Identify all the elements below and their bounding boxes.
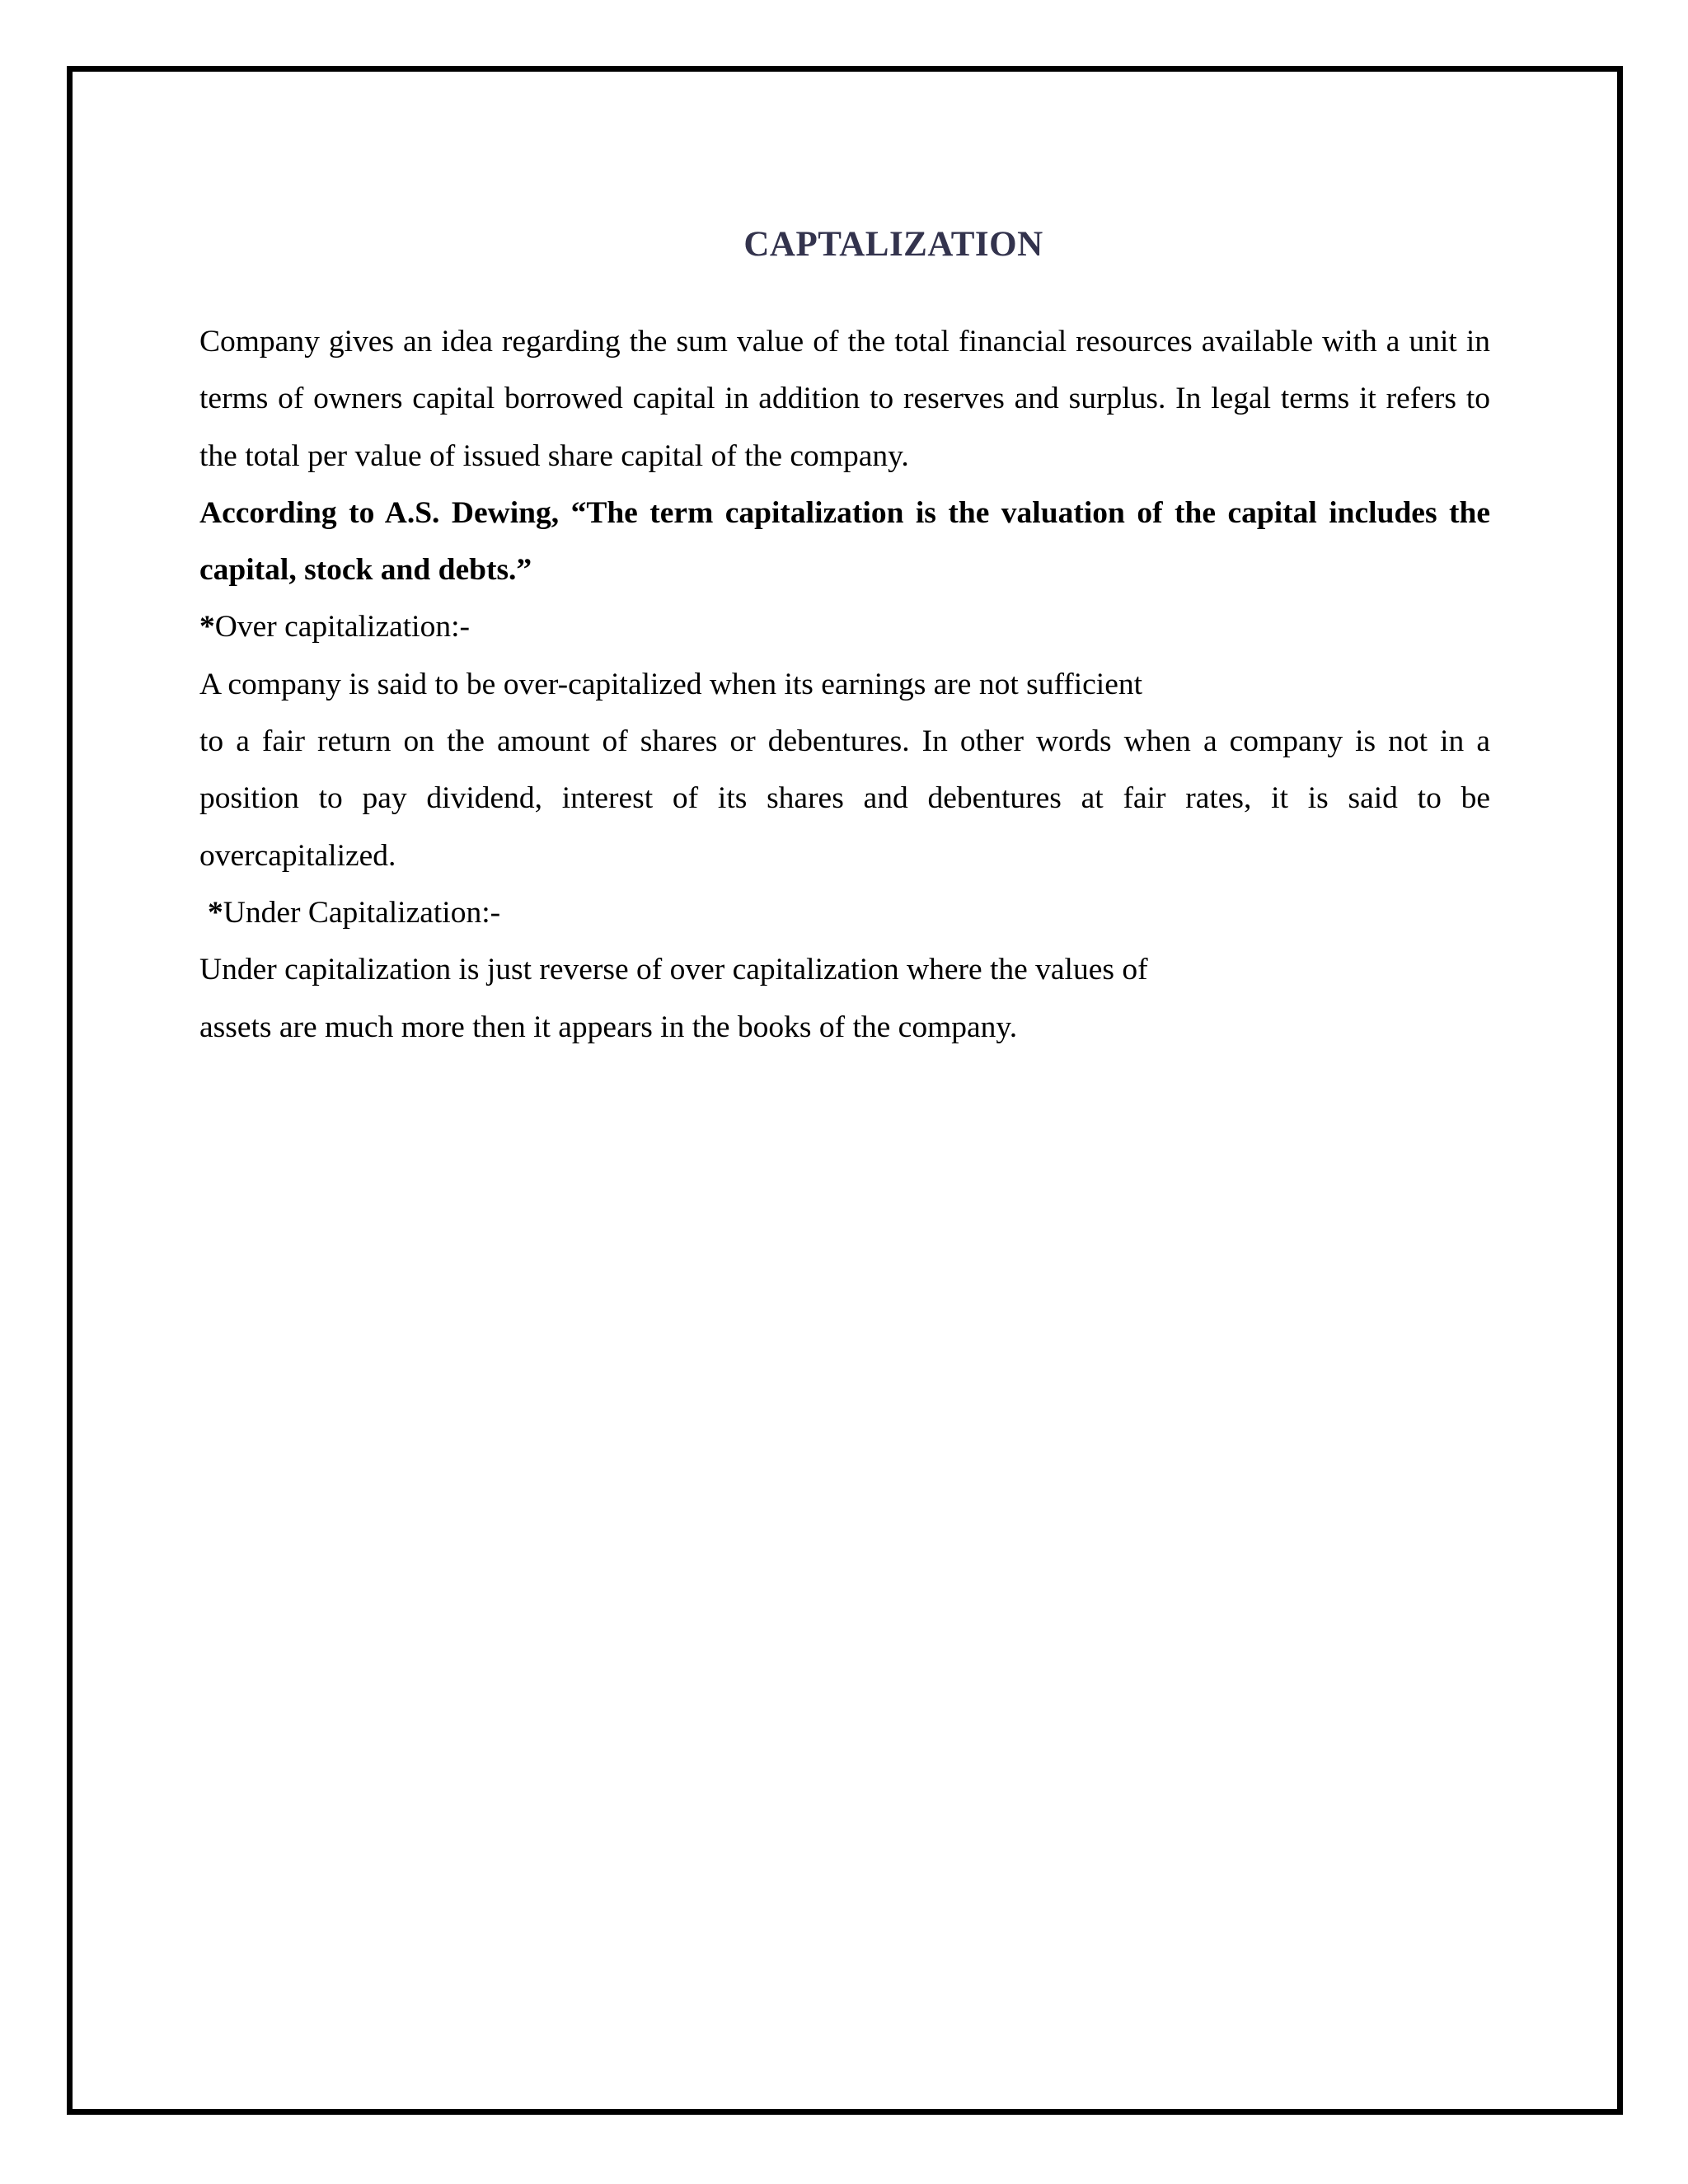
under-capitalization-heading-text: Under Capitalization:- bbox=[223, 895, 501, 930]
under-capitalization-line-2: assets are much more then it appears in the books of the company. bbox=[199, 1010, 1018, 1044]
page-title: CAPTALIZATION bbox=[743, 224, 1043, 264]
intro-paragraph: Company gives an idea regarding the sum value of the total financial resources available with a unit in terms of owners capital borrowed capital in addition to reserves and surplus. In legal terms it refers to the total per value of issued share capital of the company. bbox=[199, 325, 1490, 473]
over-capitalization-heading bbox=[199, 598, 1490, 655]
under-capitalization-marker: * bbox=[208, 895, 223, 930]
over-capitalization-paragraph: to a fair return on the amount of shares or debentures. In other words when a company is not in a position to pay dividend, interest of its shares and debentures at fair rates, it is said to be overcapitalized. bbox=[199, 724, 1490, 873]
over-capitalization-heading-text: Over capitalization:- bbox=[214, 610, 470, 644]
under-capitalization-line-1: Under capitalization is just reverse of over capitalization where the values of bbox=[199, 953, 1148, 987]
dewing-quote: According to A.S. Dewing, “The term capitalization is the valuation of the capital includes the capital, stock and debts.” bbox=[199, 495, 1490, 588]
under-capitalization-heading bbox=[199, 884, 1490, 941]
document-body bbox=[199, 313, 1490, 1056]
over-capitalization-marker: * bbox=[199, 610, 215, 644]
over-capitalization-line: A company is said to be over-capitalized when its earnings are not sufficient bbox=[199, 667, 1143, 701]
